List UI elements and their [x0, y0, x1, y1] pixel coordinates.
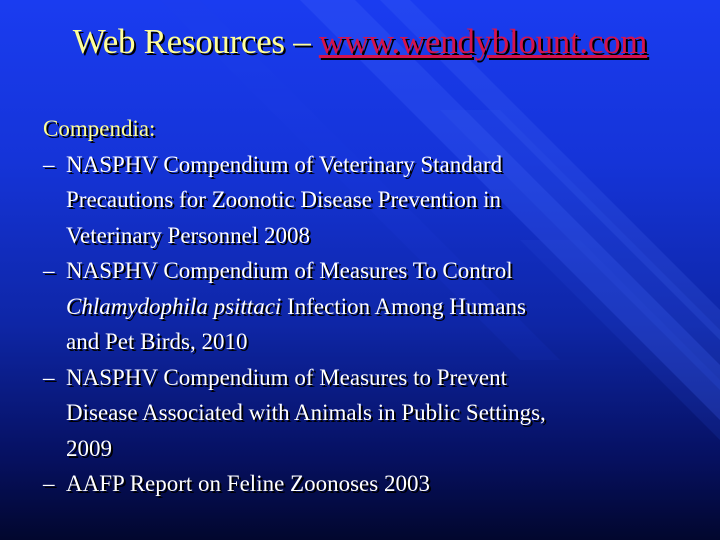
- list-item-line: 2009: [66, 435, 112, 461]
- list-bullet: –: [43, 258, 55, 283]
- list-item: [43, 466, 683, 502]
- slide-body: [43, 111, 683, 502]
- list-item-line: AAFP Report on Feline Zoonoses 2003: [66, 471, 430, 496]
- list-bullet: –: [43, 151, 55, 177]
- list-item: [43, 147, 683, 254]
- list-item-line: NASPHV Compendium of Measures To Control: [66, 258, 513, 283]
- list-item-line: Disease Associated with Animals in Public Settings,: [66, 400, 546, 425]
- page-title: [0, 22, 720, 62]
- title-text: Web Resources –: [72, 22, 319, 61]
- list-item-line: Precautions for Zoonotic Disease Prevention in: [66, 187, 501, 212]
- list-item-text: Infection Among Humans: [281, 293, 526, 319]
- species-name: Chlamydophila psittaci: [66, 293, 282, 319]
- section-heading: Compendia:: [43, 116, 156, 141]
- list-item: [43, 360, 683, 467]
- list-bullet: –: [43, 471, 55, 496]
- list-bullet: –: [43, 364, 55, 390]
- list-item-line: Veterinary Personnel 2008: [66, 222, 310, 248]
- list-item-line: [66, 289, 683, 325]
- list-item-line: and Pet Birds, 2010: [66, 329, 248, 354]
- list-item-line: NASPHV Compendium of Veterinary Standard: [66, 151, 503, 177]
- list-item-line: NASPHV Compendium of Measures to Prevent: [66, 364, 508, 390]
- website-link[interactable]: www.wendyblount.com: [318, 22, 648, 61]
- list-item: [43, 253, 683, 360]
